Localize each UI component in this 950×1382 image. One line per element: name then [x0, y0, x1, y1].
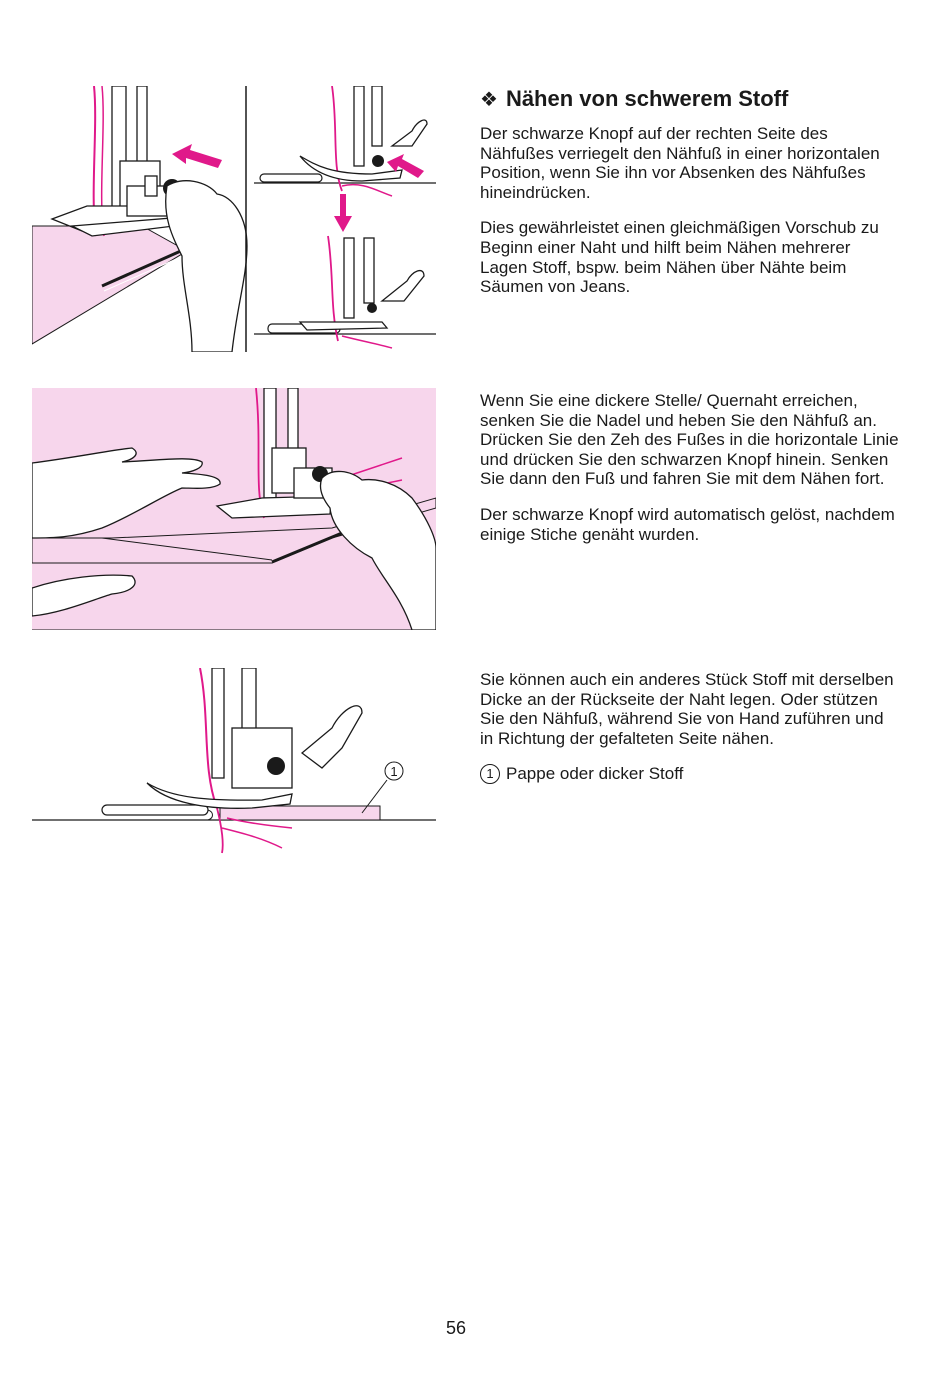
fabric-illustration	[32, 226, 187, 344]
page-number: 56	[445, 1318, 467, 1338]
paragraph: Dies gewährleistet einen gleichmäßigen Vorschub zu Beginn einer Naht und hilft beim Nähen mehrerer Lagen Stoff, bspw. beim Nähen über Nähte beim Säumen von Jeans.	[480, 218, 879, 297]
callout-label: Pappe oder dicker Stoff	[506, 764, 684, 784]
hand-illustration	[166, 181, 247, 352]
callout-marker-icon: 1	[480, 764, 500, 784]
push-arrow-icon	[172, 144, 222, 168]
text-block-2	[480, 391, 900, 560]
figure-cross-seam-illustration	[32, 388, 436, 630]
lock-button-icon	[267, 757, 285, 775]
section-title	[480, 86, 788, 112]
text-block-3	[480, 670, 900, 800]
paragraph: Sie können auch ein anderes Stück Stoff mit derselben Dicke an der Rückseite der Naht legen. Oder stützen Sie den Nähfuß, während Sie von Hand zuführen und in Richtung der gefalteten Seite nähen.	[480, 670, 894, 748]
callout-legend	[480, 764, 900, 784]
section-title-text: Nähen von schwerem Stoff	[505, 86, 789, 111]
paragraph: Der schwarze Knopf auf der rechten Seite des Nähfußes verriegelt den Nähfuß in einer horizontalen Position, wenn Sie ihn vor Absenken des Nähfußes hineindrücken.	[480, 124, 880, 202]
paragraph: Der schwarze Knopf wird automatisch gelöst, nachdem einige Stiche genäht wurden.	[480, 504, 895, 544]
diamond-bullet-icon: ❖	[480, 89, 498, 111]
text-block-1	[480, 124, 900, 313]
paragraph: Wenn Sie eine dickere Stelle/ Quernaht erreichen, senken Sie die Nadel und heben Sie den Nähfuß an. Drücken Sie den Zeh des Fußes in die horizontale Linie und drücken Sie den schwarzen Knopf hinein. Senken Sie dann den Fuß und fahren Sie mit dem Nähen fort.	[480, 391, 899, 489]
callout-number: 1	[390, 764, 398, 779]
lower-arrow-icon	[334, 194, 352, 232]
figure-lock-button-illustration	[32, 86, 436, 352]
figure-cardboard-support-illustration	[32, 668, 436, 858]
presser-foot-illustration	[147, 668, 362, 808]
presser-foot-illustration	[52, 86, 174, 236]
